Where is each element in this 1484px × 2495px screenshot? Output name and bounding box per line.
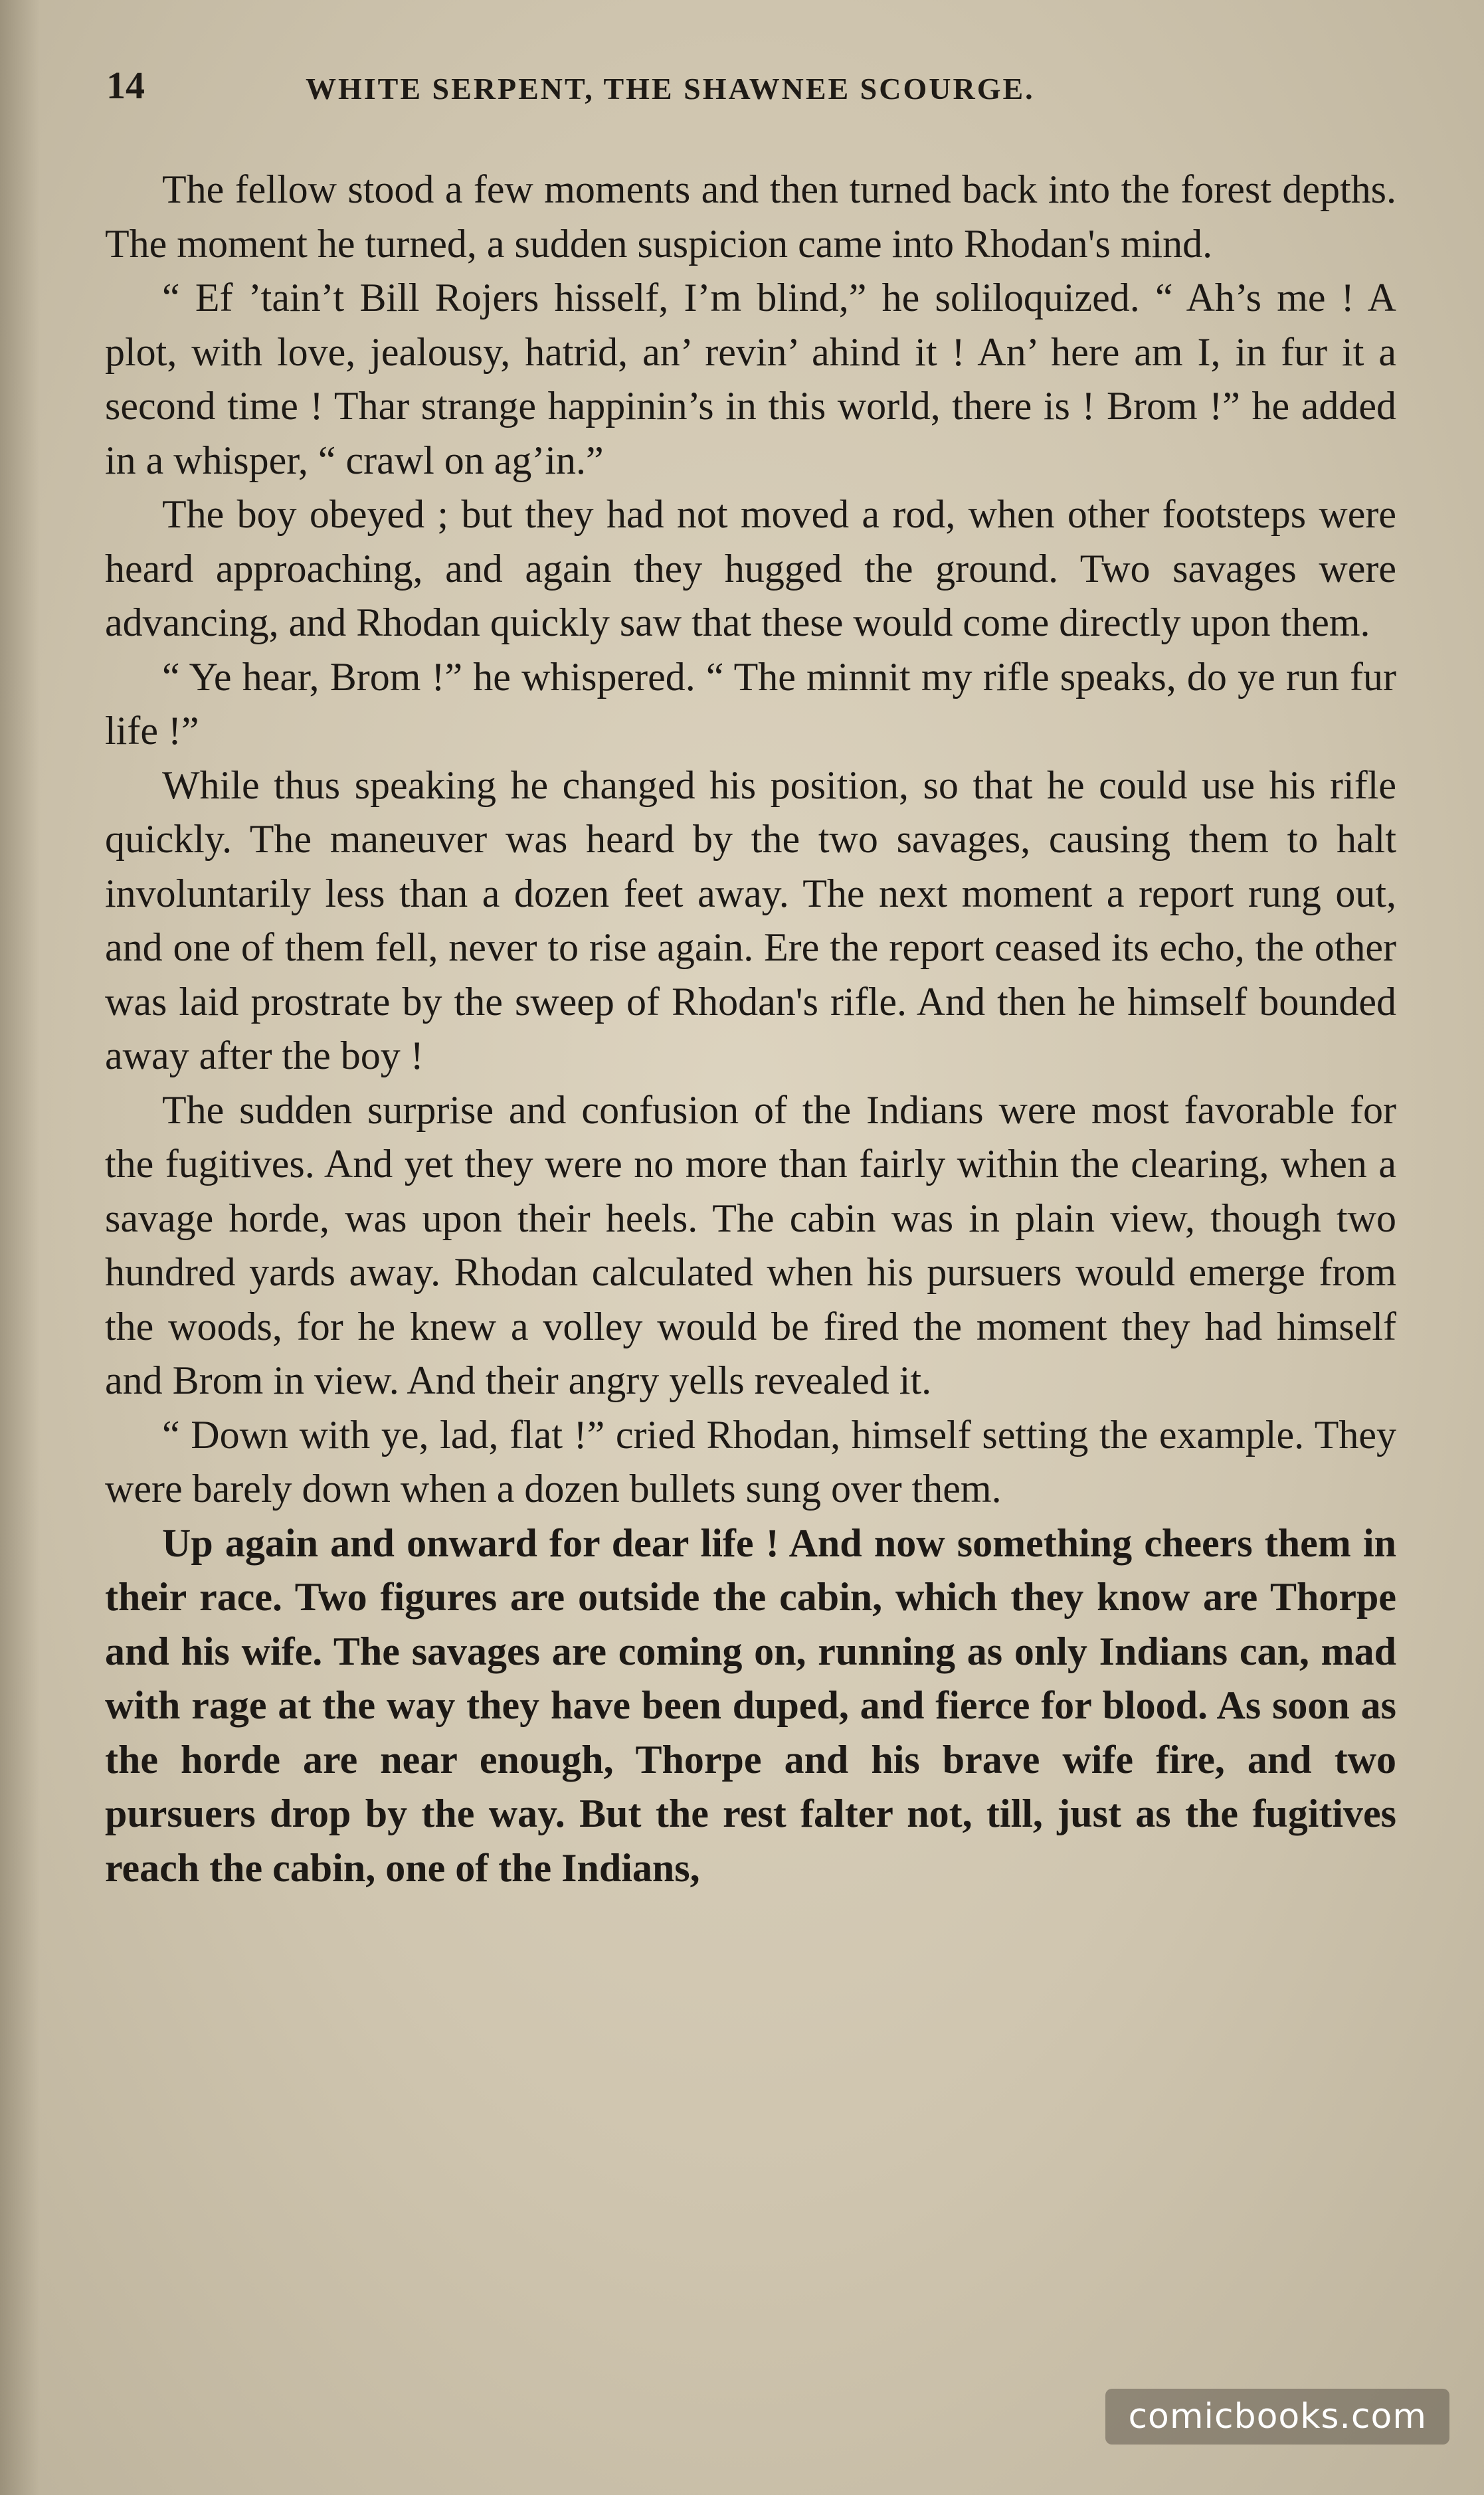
body-text — [105, 163, 1396, 1895]
paragraph: The fellow stood a few moments and then turned back into the forest depths. The moment he turned, a sudden suspicion came into Rhodan's mind. — [105, 167, 1396, 266]
page-edge-shadow — [0, 0, 40, 2495]
watermark: comicbooks.com — [1105, 2389, 1449, 2445]
paragraph: The boy obeyed ; but they had not moved a rod, when other footsteps were heard approaching, and again they hugged the ground. Two savages were advancing, and Rhodan quickly saw that these would come directly upon them. — [105, 492, 1396, 644]
paragraph: The sudden surprise and confusion of the Indians were most favorable for the fugitives. And yet they were no more than fairly within the clearing, when a savage horde, was upon their heels. The cabin was in plain view, though two hundred yards away. Rhodan calculated when his pursuers would emerge from the woods, for he knew a volley would be fired the moment they had himself and Brom in view. And their angry yells revealed it. — [105, 1087, 1396, 1402]
page-header — [106, 63, 1395, 123]
page-number: 14 — [106, 64, 145, 107]
paragraph: Up again and onward for dear life ! And now something cheers them in their race. Two figures are outside the cabin, which they know are Thorpe and his wife. The savages are coming on, running as only Indians can, mad with rage at the way they have been duped, and fierce for blood. As soon as the horde are near enough, Thorpe and his brave wife fire, and two pursuers drop by the way. But the rest falter not, till, just as the fugitives reach the cabin, one of the Indians, — [105, 1521, 1396, 1890]
paragraph: “ Down with ye, lad, flat !” cried Rhodan, himself setting the example. They were barely down when a dozen bullets sung over them. — [105, 1412, 1396, 1511]
paragraph: “ Ef ’tain’t Bill Rojers hisself, I’m blind,” he soliloquized. “ Ah’s me ! A plot, with love, jealousy, hatrid, an’ revin’ ahind it ! An’ here am I, in fur it a second time ! Thar strange happinin’s in this world, there is ! Brom !” he added in a whisper, “ crawl on ag’in.” — [105, 276, 1396, 482]
paragraph: While thus speaking he changed his position, so that he could use his rifle quickly. The maneuver was heard by the two savages, causing them to halt involuntarily less than a dozen feet away. The next moment a report rung out, and one of them fell, never to rise again. Ere the report ceased its echo, the other was laid prostrate by the sweep of Rhodan's rifle. And then he himself bounded away after the boy ! — [105, 763, 1396, 1077]
paragraph: “ Ye hear, Brom !” he whispered. “ The minnit my rifle speaks, do ye run fur life !” — [105, 654, 1396, 753]
running-title: WHITE SERPENT, THE SHAWNEE SCOURGE. — [306, 72, 1035, 106]
